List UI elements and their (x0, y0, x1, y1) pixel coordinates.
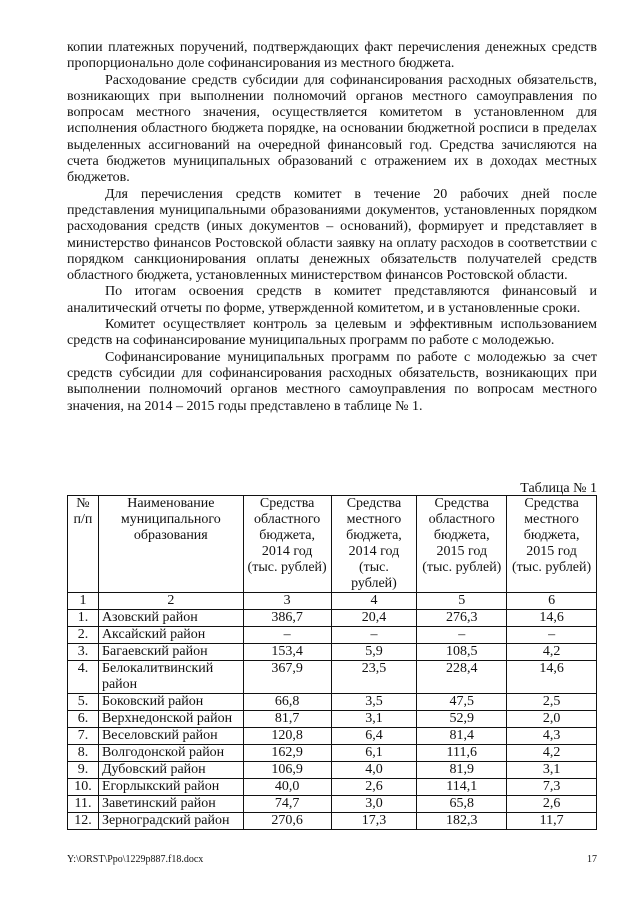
local-2014-value: 23,5 (331, 661, 417, 694)
local-2014-value: 2,6 (331, 779, 417, 796)
municipality-name: Волгодонской район (98, 745, 243, 762)
table-row (68, 728, 597, 745)
table-row (68, 644, 597, 661)
municipality-name: Аксайский район (98, 627, 243, 644)
local-2015-value: 2,0 (507, 711, 597, 728)
regional-2015-value: 47,5 (417, 694, 507, 711)
header-local-2015: Средства местного бюджета, 2015 год (тыс. рублей) (507, 496, 597, 593)
regional-2014-value: 270,6 (243, 813, 331, 830)
regional-2014-value: 367,9 (243, 661, 331, 694)
municipality-name: Веселовский район (98, 728, 243, 745)
page-number: 17 (587, 854, 597, 865)
regional-2014-value: 153,4 (243, 644, 331, 661)
regional-2014-value: 66,8 (243, 694, 331, 711)
local-2014-value: 4,0 (331, 762, 417, 779)
paragraph: По итогам освоения средств в комитет представляются финансовый и аналитический отчеты по форме, утвержденной комитетом, и в установленные сроки. (67, 284, 597, 316)
table-row (68, 762, 597, 779)
regional-2015-value: 108,5 (417, 644, 507, 661)
row-number: 10. (68, 779, 99, 796)
local-2014-value: 6,4 (331, 728, 417, 745)
row-number: 8. (68, 745, 99, 762)
row-number: 3. (68, 644, 99, 661)
paragraph: Расходование средств субсидии для софинансирования расходных обязательств, возникающих при выполнении полномочий органов местного самоуправления по вопросам местного значения, осуществляется комитетом в установленном для исполнения областного бюджета порядке, на основании бюджетной росписи в пределах выделенных ассигнований на очередной финансовый год. Средства зачисляются на счета бюджетов муниципальных образований с отражением их в доходах местных бюджетов. (67, 72, 597, 186)
regional-2014-value: 162,9 (243, 745, 331, 762)
regional-2015-value: – (417, 627, 507, 644)
paragraph: Для перечисления средств комитет в течение 20 рабочих дней после представления муниципальными образованиями документов, установленных порядком расходования средств (иных документов – оснований), формирует и представляет в министерство финансов Ростовской области заявку на оплату расходов в соответствии с порядком санкционирования оплаты денежных обязательств получателей средств областного бюджета, установленных министерством финансов Ростовской области. (67, 186, 597, 284)
header-number: № п/п (68, 496, 99, 593)
regional-2014-value: 120,8 (243, 728, 331, 745)
table-row (68, 627, 597, 644)
local-2015-value: 4,3 (507, 728, 597, 745)
footer-file-path: Y:\ORST\Ppo\1229p887.f18.docx (67, 854, 204, 865)
regional-2015-value: 65,8 (417, 796, 507, 813)
row-number: 7. (68, 728, 99, 745)
header-local-2014: Средства местного бюджета, 2014 год (тыс. рублей) (331, 496, 417, 593)
regional-2014-value: 40,0 (243, 779, 331, 796)
regional-2015-value: 276,3 (417, 610, 507, 627)
row-number: 6. (68, 711, 99, 728)
table-row (68, 711, 597, 728)
table-row (68, 796, 597, 813)
regional-2014-value: 106,9 (243, 762, 331, 779)
table-row (68, 694, 597, 711)
funding-table (67, 495, 597, 830)
municipality-name: Азовский район (98, 610, 243, 627)
paragraph: Софинансирование муниципальных программ по работе с молодежью за счет средств субсидии для софинансирования расходных обязательств, возникающих при выполнении полномочий органов местного самоуправления по вопросам местного значения, на 2014 – 2015 годы представлено в таблице № 1. (67, 349, 597, 414)
column-number: 4 (331, 593, 417, 610)
table-row (68, 745, 597, 762)
row-number: 11. (68, 796, 99, 813)
regional-2015-value: 228,4 (417, 661, 507, 694)
row-number: 5. (68, 694, 99, 711)
column-number: 6 (507, 593, 597, 610)
local-2014-value: 3,0 (331, 796, 417, 813)
header-regional-2015: Средства областного бюджета, 2015 год (тыс. рублей) (417, 496, 507, 593)
local-2014-value: 17,3 (331, 813, 417, 830)
municipality-name: Белокалитвинский район (98, 661, 243, 694)
regional-2015-value: 111,6 (417, 745, 507, 762)
regional-2014-value: 386,7 (243, 610, 331, 627)
local-2015-value: 4,2 (507, 644, 597, 661)
table-caption: Таблица № 1 (520, 481, 597, 496)
local-2015-value: 4,2 (507, 745, 597, 762)
column-number: 2 (98, 593, 243, 610)
regional-2015-value: 52,9 (417, 711, 507, 728)
local-2014-value: 3,1 (331, 711, 417, 728)
regional-2014-value: – (243, 627, 331, 644)
paragraph: копии платежных поручений, подтверждающих факт перечисления денежных средств пропорционально доле софинансирования из местного бюджета. (67, 40, 597, 72)
column-number: 5 (417, 593, 507, 610)
regional-2015-value: 182,3 (417, 813, 507, 830)
header-regional-2014: Средства областного бюджета, 2014 год (тыс. рублей) (243, 496, 331, 593)
row-number: 4. (68, 661, 99, 694)
paragraph: Комитет осуществляет контроль за целевым и эффективным использованием средств на софинансирование муниципальных программ по работе с молодежью. (67, 317, 597, 349)
local-2015-value: – (507, 627, 597, 644)
local-2015-value: 14,6 (507, 610, 597, 627)
local-2014-value: 3,5 (331, 694, 417, 711)
regional-2014-value: 74,7 (243, 796, 331, 813)
local-2015-value: 2,5 (507, 694, 597, 711)
municipality-name: Верхнедонской район (98, 711, 243, 728)
regional-2015-value: 81,4 (417, 728, 507, 745)
table-numbering-row (68, 593, 597, 610)
row-number: 2. (68, 627, 99, 644)
table-row (68, 813, 597, 830)
regional-2015-value: 114,1 (417, 779, 507, 796)
local-2014-value: 5,9 (331, 644, 417, 661)
municipality-name: Багаевский район (98, 644, 243, 661)
local-2014-value: 6,1 (331, 745, 417, 762)
local-2015-value: 11,7 (507, 813, 597, 830)
local-2015-value: 14,6 (507, 661, 597, 694)
regional-2015-value: 81,9 (417, 762, 507, 779)
table-row (68, 661, 597, 694)
column-number: 1 (68, 593, 99, 610)
local-2015-value: 2,6 (507, 796, 597, 813)
municipality-name: Егорлыкский район (98, 779, 243, 796)
header-municipality: Наименование муниципального образования (98, 496, 243, 593)
table-header-row (68, 496, 597, 593)
local-2014-value: 20,4 (331, 610, 417, 627)
municipality-name: Дубовский район (98, 762, 243, 779)
local-2014-value: – (331, 627, 417, 644)
municipality-name: Боковский район (98, 694, 243, 711)
local-2015-value: 7,3 (507, 779, 597, 796)
row-number: 9. (68, 762, 99, 779)
regional-2014-value: 81,7 (243, 711, 331, 728)
row-number: 1. (68, 610, 99, 627)
municipality-name: Заветинский район (98, 796, 243, 813)
row-number: 12. (68, 813, 99, 830)
local-2015-value: 3,1 (507, 762, 597, 779)
page-footer (67, 854, 597, 865)
table-row (68, 779, 597, 796)
column-number: 3 (243, 593, 331, 610)
municipality-name: Зерноградский район (98, 813, 243, 830)
body-text (67, 40, 597, 415)
table-row (68, 610, 597, 627)
